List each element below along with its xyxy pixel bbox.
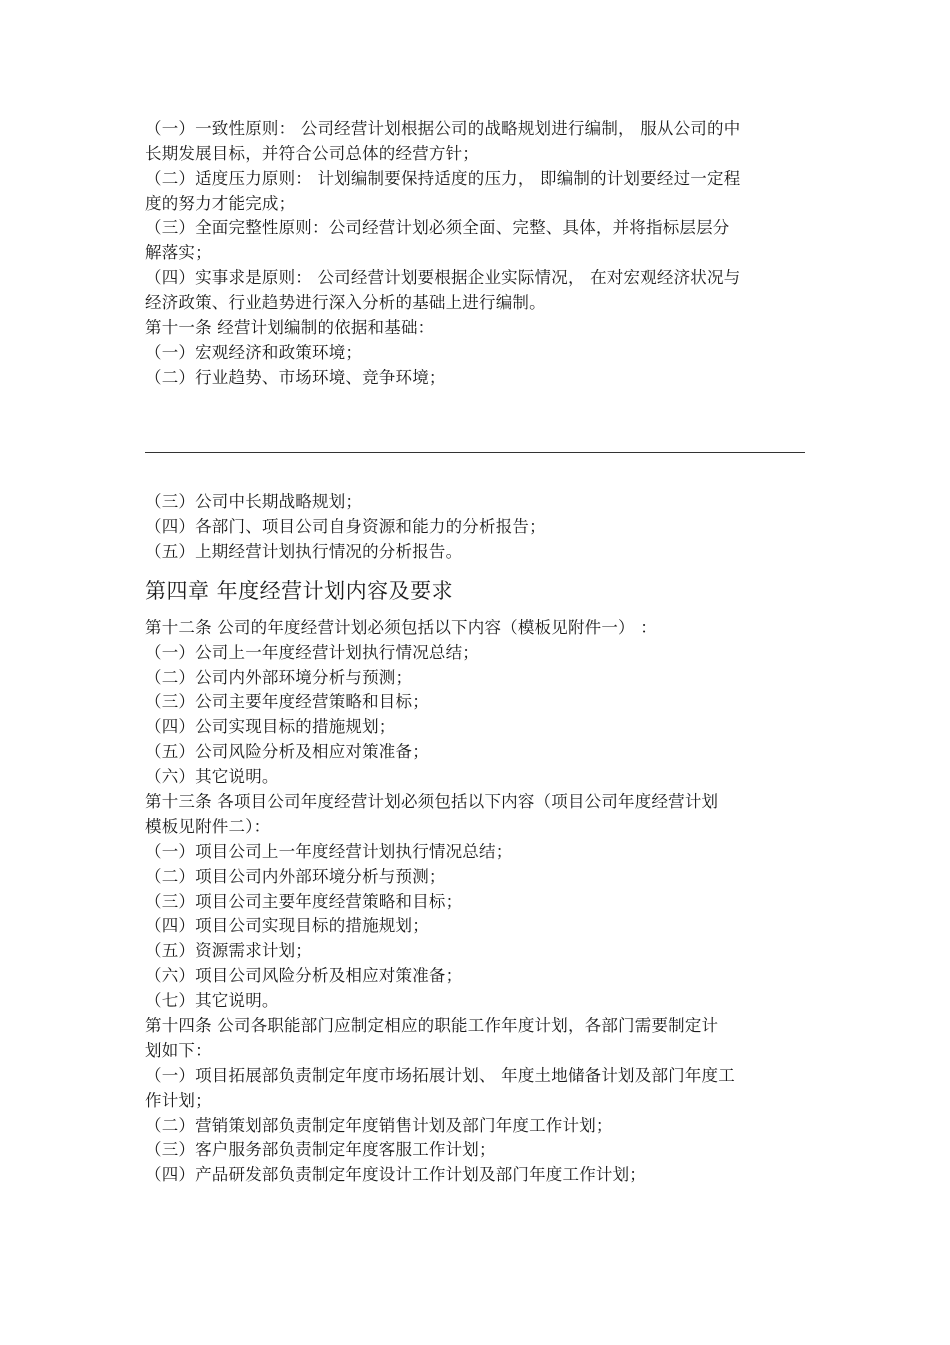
- text-line: （五）上期经营计划执行情况的分析报告。: [145, 542, 463, 561]
- text-line: （四）产品研发部负责制定年度设计工作计划及部门年度工作计划；: [145, 1165, 646, 1184]
- text-line: （六）其它说明。: [145, 767, 279, 786]
- text-line: （五）公司风险分析及相应对策准备；: [145, 742, 429, 761]
- text-line: （一）项目拓展部负责制定年度市场拓展计划、 年度土地储备计划及部门年度工: [145, 1066, 735, 1085]
- text-line: （六）项目公司风险分析及相应对策准备；: [145, 966, 463, 985]
- text-line: （二）公司内外部环境分析与预测；: [145, 668, 413, 687]
- article-11-title: 第十一条 经营计划编制的依据和基础：: [145, 318, 435, 337]
- text-line: （一）宏观经济和政策环境；: [145, 343, 363, 362]
- text-line: （三）公司主要年度经营策略和目标；: [145, 692, 429, 711]
- text-line: （四）项目公司实现目标的措施规划；: [145, 916, 429, 935]
- text-line: 解落实；: [145, 243, 212, 262]
- text-line: （二）营销策划部负责制定年度销售计划及部门年度工作计划；: [145, 1116, 613, 1135]
- text-line: 模板见附件二）：: [145, 817, 271, 836]
- text-line: （三）项目公司主要年度经营策略和目标；: [145, 892, 463, 911]
- text-line: （七）其它说明。: [145, 991, 279, 1010]
- text-line: （四）各部门、项目公司自身资源和能力的分析报告；: [145, 517, 546, 536]
- text-line: （三）客户服务部负责制定年度客服工作计划；: [145, 1140, 496, 1159]
- text-line: （二）适度压力原则： 计划编制要保持适度的压力， 即编制的计划要经过一定程: [145, 169, 741, 188]
- text-line: （一）公司上一年度经营计划执行情况总结；: [145, 643, 479, 662]
- article-12-title: 第十二条 公司的年度经营计划必须包括以下内容（模板见附件一） ：: [145, 618, 657, 637]
- text-line: （二）项目公司内外部环境分析与预测；: [145, 867, 446, 886]
- text-line: （一）一致性原则： 公司经营计划根据公司的战略规划进行编制， 服从公司的中: [145, 119, 741, 138]
- text-line: （二）行业趋势、市场环境、竞争环境；: [145, 368, 446, 387]
- text-line: （三）全面完整性原则：公司经营计划必须全面、完整、具体，并将指标层层分: [145, 218, 730, 237]
- article-14-title: 第十四条 公司各职能部门应制定相应的职能工作年度计划，各部门需要制定计: [145, 1016, 719, 1035]
- text-line: （四）公司实现目标的措施规划；: [145, 717, 396, 736]
- text-line: 划如下：: [145, 1041, 212, 1060]
- text-line: （五）资源需求计划；: [145, 941, 312, 960]
- text-line: 度的努力才能完成；: [145, 194, 296, 213]
- text-line: 作计划；: [145, 1091, 212, 1110]
- page-divider: [145, 452, 805, 453]
- text-line: （四）实事求是原则： 公司经营计划要根据企业实际情况， 在对宏观经济状况与: [145, 268, 741, 287]
- text-line: 经济政策、行业趋势进行深入分析的基础上进行编制。: [145, 293, 546, 312]
- article-13-title: 第十三条 各项目公司年度经营计划必须包括以下内容（项目公司年度经营计划: [145, 792, 719, 811]
- chapter-heading: 第四章 年度经营计划内容及要求: [145, 579, 454, 603]
- text-line: （三）公司中长期战略规划；: [145, 492, 363, 511]
- text-line: 长期发展目标，并符合公司总体的经营方针；: [145, 144, 479, 163]
- text-line: （一）项目公司上一年度经营计划执行情况总结；: [145, 842, 513, 861]
